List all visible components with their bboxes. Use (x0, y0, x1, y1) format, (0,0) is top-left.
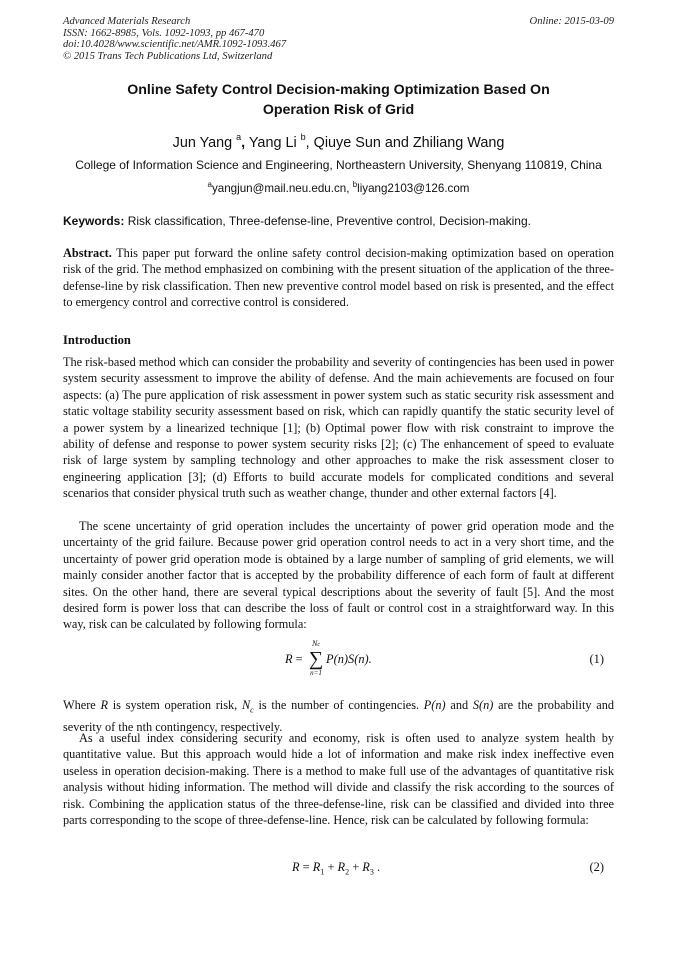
where-text-3: is the number of contingencies. (253, 698, 424, 712)
author-emails (63, 177, 614, 196)
where-text-4: and (445, 698, 473, 712)
where-var-s: S(n) (472, 698, 494, 712)
where-text-1: Where (63, 698, 101, 712)
eq1-number: (1) (589, 652, 604, 666)
email-1: yangjun@mail.neu.edu.cn, (211, 181, 353, 195)
title-line-1: Online Safety Control Decision-making Optimization Based On (127, 82, 550, 98)
author-2: Yang Li (248, 134, 297, 151)
eq1-equals: = (292, 652, 303, 666)
online-date: Online: 2015-03-09 (529, 16, 614, 27)
author-1: Jun Yang (172, 134, 233, 151)
doi-line: doi:10.4028/www.scientific.net/AMR.1092-1093.467 (63, 39, 287, 51)
equation-2 (63, 860, 614, 878)
intro-paragraph-1: The risk-based method which can consider the probability and severity of contingencies has been used in power system security assessment to improve the ability of defense. And the main achievements are focused on four aspects: (a) The pure application of risk assessment in power system such as static security risk assessment and static voltage stability security assessment based on risk, which can rapidly quantify the static security level of a power system by a linearized technique [1]; (b) Optimal power flow with risk constraint to improve the ability of defense and response to power system security risks [2]; (c) The enhancement of speed to evaluate risk of large system by sampling technology and other approaches to make the risk assessment closer to engineering application [3]; (d) Efforts to build accurate models for complicated conditions and several scenarios that consider physical truth such as weather change, thunder and other external factors [4]. (63, 355, 614, 501)
abstract-text: This paper put forward the online safety control decision-making optimization based on operation risk of the grid. The method emphasized on combining with the present situation of the application of the three-defense-line by risk classification. Then new preventive control model based on risk is presented, and the effect to emergency control and corrective control is considered. (63, 246, 614, 310)
where-var-r: R (100, 698, 109, 712)
author-list: Jun Yang $^a$, Yang Li $^b$, Qiuye Sun and Zhiliang Wang (172, 132, 505, 151)
where-var-n-sub: c (250, 705, 254, 715)
author-2-mark: b (300, 132, 306, 142)
authors-rest: , Qiuye Sun and Zhiliang Wang (305, 134, 505, 151)
author-1-mark: a (236, 132, 242, 142)
eq1-upper-sub: c (317, 642, 320, 648)
eq2-equals: = (299, 860, 313, 874)
eq2-period: . (373, 860, 381, 874)
journal-name: Advanced Materials Research (63, 16, 191, 27)
intro-paragraph-3: As a useful index considering security and economy, risk is often used to analyze system health by quantitative value. But this approach would hide a lot of information and make risk index ineffective even useless in operation decision-making. There is a method to make full use of the advantages of quantitative risk analysis without hiding information. The method will divide and classify the risk according to the sources of risk. Combining the application status of the three-defense-line, risk can be classified and divided into three parts corresponding to the scope of three-defense-line. Hence, risk can be calculated by following formula: (63, 731, 614, 828)
eq2-plus-1: + (324, 860, 338, 874)
keywords (63, 213, 614, 229)
email-2-mark: b (352, 180, 358, 189)
where-var-p: P(n) (423, 698, 446, 712)
where-var-n: N (241, 698, 251, 712)
eq2-r1: R (312, 860, 321, 874)
journal-header (63, 16, 286, 62)
eq1-lhs: R (285, 652, 293, 666)
eq2-plus-2: + (349, 860, 363, 874)
eq1-lower-limit: n=1 (310, 669, 322, 677)
eq2-r1-sub: 1 (320, 867, 325, 877)
equation-1 (63, 640, 614, 682)
intro-paragraph-2: The scene uncertainty of grid operation includes the uncertainty of power grid operation mode and the uncertainty of the grid failure. Because power grid operation control needs to act in a very short time, and the uncertainty of power grid operation mode is obtained by a large number of sampling of grid elements, we will mainly consider another factor that is accepted by the probability difference of each form of fault at different sites. On the other hand, there are several typical descriptions about the severity of fault [5]. And the most desired form is power loss that can describe the loss of fault or control cost in a straightforward way. In this way, risk can be calculated by following formula: (63, 519, 614, 632)
eq1-sum-symbol: ∑ (308, 648, 324, 670)
eq1-upper-limit: N (311, 639, 318, 648)
email-1-mark: a (207, 180, 212, 189)
eq2-r3: R (362, 860, 370, 874)
keywords-label: Keywords: (63, 214, 125, 228)
paper-title (63, 80, 614, 120)
email-2: liyang2103@126.com (357, 181, 470, 195)
copyright-line: © 2015 Trans Tech Publications Ltd, Switzerland (63, 50, 273, 62)
eq2-r3-sub: 3 (369, 867, 374, 877)
affiliation: College of Information Science and Engineering, Northeastern University, Shenyang 110819, China (75, 158, 602, 172)
eq2-r2: R (337, 860, 346, 874)
where-text-2: is system operation risk, (108, 698, 242, 712)
where-text-5: are the probability and severity of the nth contingency, respectively. (63, 698, 614, 734)
keywords-text: Risk classification, Three-defense-line, Preventive control, Decision-making. (124, 214, 531, 228)
title-line-2: Operation Risk of Grid (262, 102, 415, 118)
eq1-rhs: P(n)S(n). (326, 652, 372, 666)
eq2-number: (2) (589, 860, 604, 874)
abstract (63, 245, 614, 311)
eq2-lhs: R (292, 860, 300, 874)
abstract-label: Abstract. (63, 246, 112, 260)
eq2-r2-sub: 2 (345, 867, 350, 877)
issn-line: ISSN: 1662-8985, Vols. 1092-1093, pp 467-470 (63, 27, 265, 39)
section-heading-introduction: Introduction (63, 333, 131, 347)
